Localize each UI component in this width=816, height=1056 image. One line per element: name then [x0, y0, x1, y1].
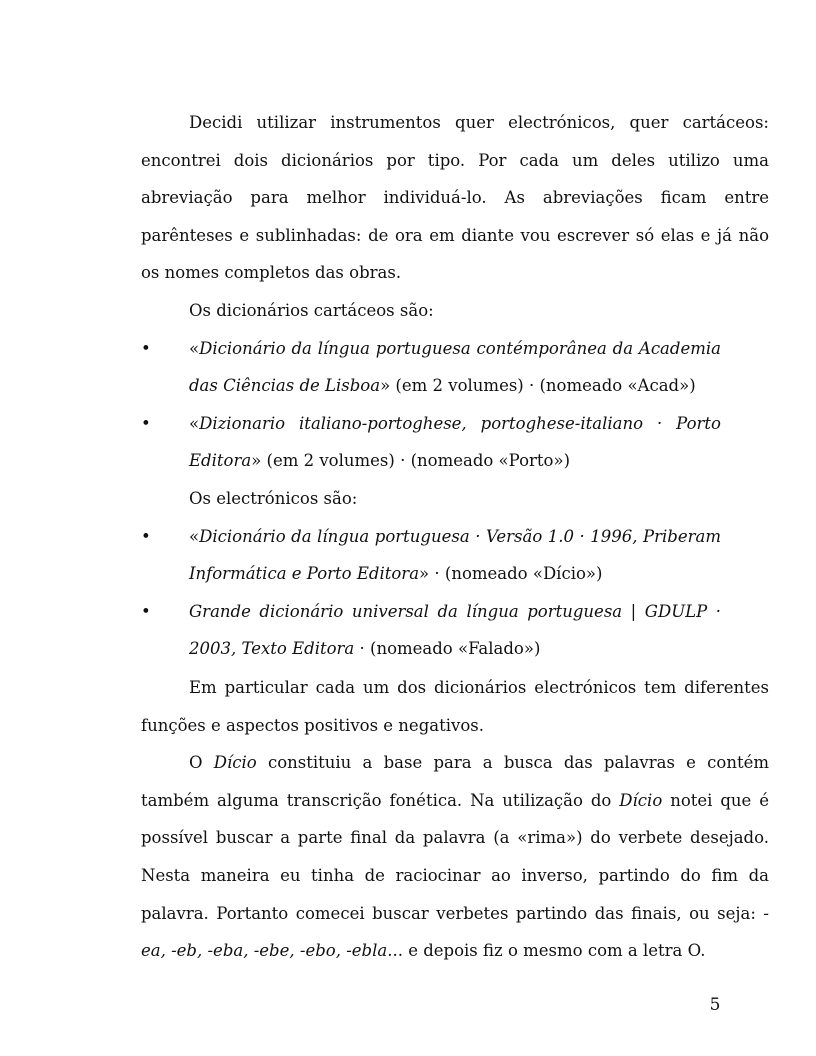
- electronicos-list: [141, 518, 769, 668]
- dictionary-title: Grande dicionário universal da língua portuguesa | GDULP · 2003, Texto Editora: [189, 601, 721, 659]
- bullet-icon: •: [141, 526, 151, 546]
- text-section-dictionaries: [141, 104, 769, 668]
- text-section-electronic-dictionaries: [141, 669, 769, 970]
- dictionary-title: Dizionario italiano-portoghese, portoghese-italiano · Porto Editora: [189, 413, 721, 471]
- paragraph-functions: Em particular cada um dos dicionários electrónicos tem diferentes funções e aspectos positivos e negativos.: [141, 678, 769, 735]
- bullet-icon: •: [141, 338, 151, 358]
- dictionary-title: Dicionário da língua portuguesa · Versão 1.0 · 1996, Priberam Informática e Porto Editora: [189, 526, 721, 584]
- page-number: 5: [709, 995, 721, 1015]
- list-item: • Grande dicionário universal da língua portuguesa | GDULP · 2003, Texto Editora · (nomeado «Falado»): [141, 593, 721, 668]
- cartaceos-list: [141, 330, 769, 480]
- dictionary-title: Dicionário da língua portuguesa contémporânea da Academia das Ciências de Lisboa: [189, 338, 721, 396]
- list-item: • «Dizionario italiano-portoghese, portoghese-italiano · Porto Editora» (em 2 volumes) · (nomeado «Porto»): [141, 405, 721, 480]
- cartaceos-intro: Os dicionários cartáceos são:: [189, 300, 434, 320]
- intro-paragraph: Decidi utilizar instrumentos quer electrónicos, quer cartáceos: encontrei dois dicionários por tipo. Por cada um deles utilizo uma abreviação para melhor individuá-lo. As abreviações ficam entre parênteses e sublinhadas: de ora em diante vou escrever só elas e já não os nomes completos das obras.: [141, 113, 769, 283]
- bullet-icon: •: [141, 413, 151, 433]
- bullet-icon: •: [141, 601, 151, 621]
- list-item: • «Dicionário da língua portuguesa · Versão 1.0 · 1996, Priberam Informática e Porto Editora» · (nomeado «Dício»): [141, 518, 721, 593]
- electronicos-intro: Os electrónicos são:: [189, 488, 358, 508]
- paragraph-dicio: O Dício constituiu a base para a busca das palavras e contém também alguma transcrição fonética. Na utilização do Dício notei que é possível buscar a parte final da palavra (a «rima») do verbete desejado. Nesta maneira eu tinha de raciocinar ao inverso, partindo do fim da palavra. Portanto comecei buscar verbetes partindo das finais, ou seja: -ea, -eb, -eba, -ebe, -ebo, -ebla... e depois fiz o mesmo com a letra O.: [141, 753, 770, 961]
- list-item: • «Dicionário da língua portuguesa contémporânea da Academia das Ciências de Lisboa» (em 2 volumes) · (nomeado «Acad»): [141, 330, 721, 405]
